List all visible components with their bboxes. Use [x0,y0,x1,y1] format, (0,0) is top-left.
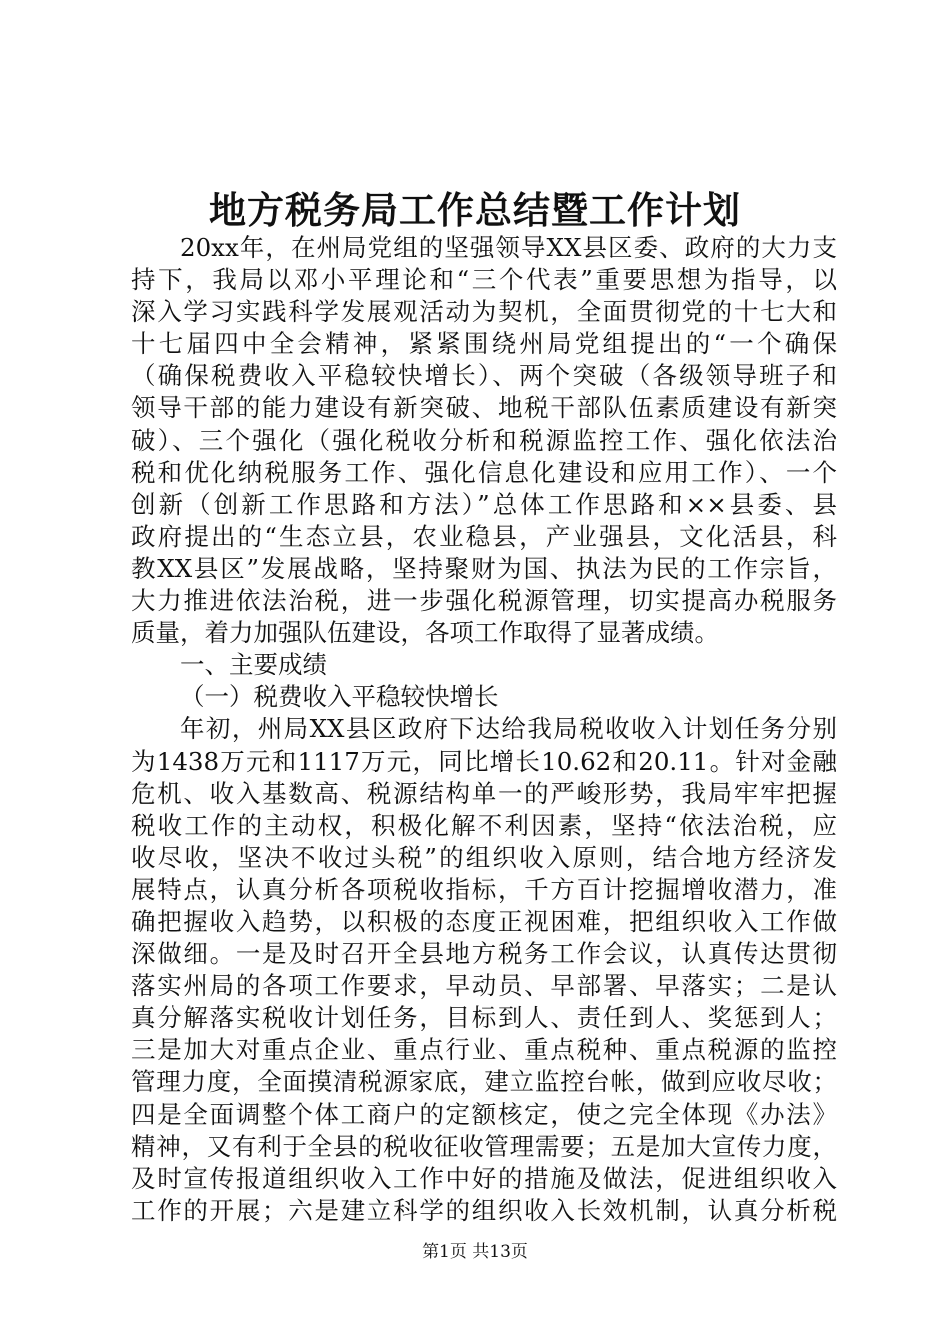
text-line: 危机、收入基数高、税源结构单一的严峻形势，我局牢牢把握 [131,778,837,808]
text-line: 三是加大对重点企业、重点行业、重点税种、重点税源的监控 [131,1035,837,1065]
text-line: 质量，着力加强队伍建设，各项工作取得了显著成绩。 [131,618,719,648]
paragraph-revenue [131,713,837,1227]
text-line: 真分解落实税收计划任务，目标到人、责任到人、奖惩到人； [131,1003,837,1033]
text-line: 税收工作的主动权，积极化解不利因素，坚持“依法治税，应 [131,810,837,840]
text-line: 政府提出的“生态立县，农业稳县，产业强县，文化活县，科 [131,521,837,551]
text-line: 及时宣传报道组织收入工作中好的措施及做法，促进组织收入 [131,1163,837,1193]
text-line: 四是全面调整个体工商户的定额核定，使之完全体现《办法》 [131,1099,837,1129]
text-line: 为1438万元和1117万元，同比增长10.62和20.11。针对金融 [131,746,837,776]
text-line: 年初，州局XX县区政府下达给我局税收收入计划任务分别 [180,714,837,744]
text-line: 收尽收，坚决不收过头税”的组织收入原则，结合地方经济发 [131,842,837,872]
document-body [131,232,837,1227]
text-line: 深做细。一是及时召开全县地方税务工作会议，认真传达贯彻 [131,939,837,969]
text-line: 管理力度，全面摸清税源家底，建立监控台帐，做到应收尽收； [131,1067,837,1097]
text-line: 大力推进依法治税，进一步强化税源管理，切实提高办税服务 [131,586,837,616]
text-line: 落实州局的各项工作要求，早动员、早部署、早落实；二是认 [131,971,837,1001]
section-heading: 一、主要成绩 [180,650,327,680]
document-title: 地方税务局工作总结暨工作计划 [209,188,741,232]
text-line: 精神，又有利于全县的税收征收管理需要；五是加大宣传力度， [131,1131,837,1161]
page-number-footer: 第1页 共13页 [422,1242,528,1262]
text-line: 深入学习实践科学发展观活动为契机，全面贯彻党的十七大和 [131,297,837,327]
text-line: 工作的开展；六是建立科学的组织收入长效机制，认真分析税 [131,1195,837,1225]
paragraph-intro [131,232,837,649]
text-line: 教XX县区”发展战略，坚持聚财为国、执法为民的工作宗旨， [131,553,837,583]
text-line: 税和优化纳税服务工作、强化信息化建设和应用工作）、一个 [131,457,837,487]
text-line: 十七届四中全会精神，紧紧围绕州局党组提出的“一个确保 [131,329,837,359]
subsection-heading: （一）税费收入平稳较快增长 [180,682,499,712]
text-line: 20xx年，在州局党组的坚强领导XX县区委、政府的大力支 [180,233,837,262]
text-line: 破）、三个强化（强化税收分析和税源监控工作、强化依法治 [131,425,837,455]
text-line: 领导干部的能力建设有新突破、地税干部队伍素质建设有新突 [131,393,837,423]
text-line: 展特点，认真分析各项税收指标，千方百计挖掘增收潜力，准 [131,874,837,904]
text-line: 持下，我局以邓小平理论和“三个代表”重要思想为指导，以 [131,265,837,295]
text-line: 确把握收入趋势，以积极的态度正视困难，把组织收入工作做 [131,906,837,936]
text-line: （确保税费收入平稳较快增长）、两个突破（各级领导班子和 [131,361,837,391]
text-line: 创新（创新工作思路和方法）”总体工作思路和××县委、县 [131,489,837,519]
